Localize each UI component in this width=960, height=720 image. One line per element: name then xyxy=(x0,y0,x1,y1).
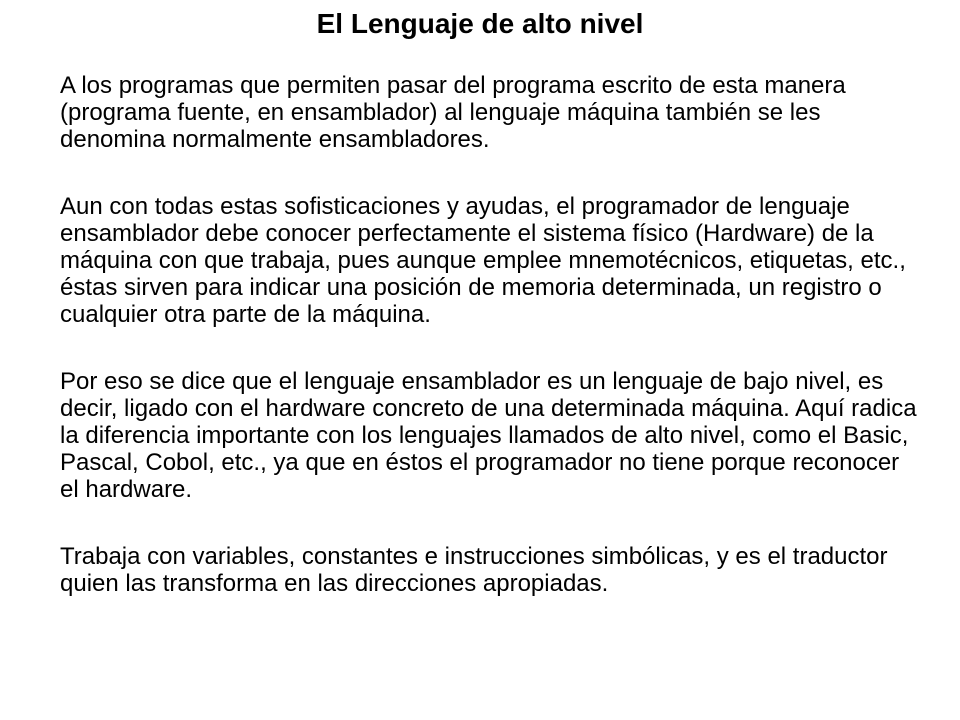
paragraph-3: Por eso se dice que el lenguaje ensamblador es un lenguaje de bajo nivel, es decir, ligado con el hardware concreto de una determinada máquina. Aquí radica la diferencia importante con los lenguajes llamados de alto nivel, como el Basic, Pascal, Cobol, etc., ya que en éstos el programador no tiene porque reconocer el hardware. xyxy=(60,368,917,503)
paragraph-2: Aun con todas estas sofisticaciones y ayudas, el programador de lenguaje ensamblador debe conocer perfectamente el sistema físico (Hardware) de la máquina con que trabaja, pues aunque emplee mnemotécnicos, etiquetas, etc., éstas sirven para indicar una posición de memoria determinada, un registro o cualquier otra parte de la máquina. xyxy=(60,193,906,328)
slide-title: El Lenguaje de alto nivel xyxy=(316,8,644,39)
paragraph-1: A los programas que permiten pasar del programa escrito de esta manera (programa fuente, en ensamblador) al lenguaje máquina también se les denomina normalmente ensambladores. xyxy=(60,72,846,153)
slide-body xyxy=(60,72,920,597)
paragraph-4: Trabaja con variables, constantes e instrucciones simbólicas, y es el traductor quien las transforma en las direcciones apropiadas. xyxy=(60,543,888,597)
